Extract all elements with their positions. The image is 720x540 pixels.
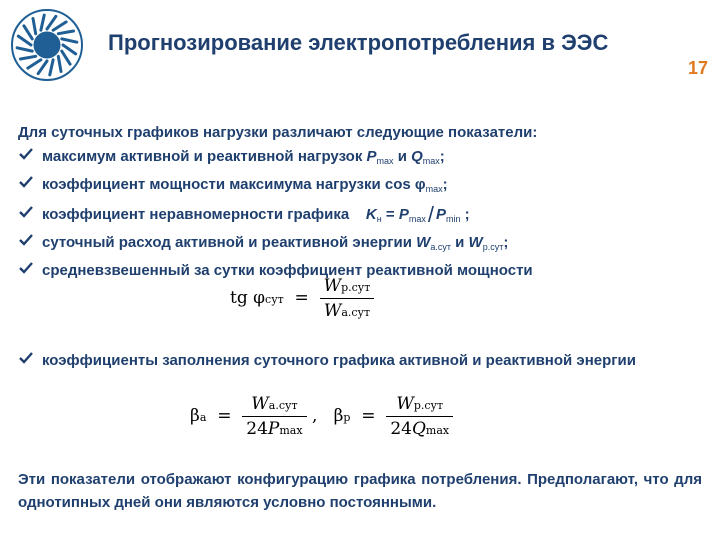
logo-ray <box>33 18 36 33</box>
item-text: средневзвешенный за сутки коэффициент реактивной мощности <box>42 262 533 279</box>
checkmark-icon <box>18 146 34 162</box>
list-item: коэффициент мощности максимума нагрузки $\cos \varphi_{max}$; <box>18 174 702 200</box>
logo-ray <box>50 60 53 75</box>
logo-ray <box>18 36 31 45</box>
checkmark-icon <box>18 260 34 276</box>
item-text: коэффициент мощности максимума нагрузки cos φ <box>42 176 426 193</box>
list-item: коэффициент неравномерности графика $K_н = P_{max}/$ $P_{min}$ ; <box>18 204 702 230</box>
logo-ray <box>28 60 41 68</box>
conclusion-text: Эти показатели отображают конфигурацию графика потребления. Предполагают, что для однотипных дней они являются условно постоянными. <box>18 471 702 511</box>
list-item <box>18 350 702 372</box>
item-text: коэффициенты заполнения суточного графика активной и реактивной энергии <box>42 352 636 369</box>
page-title: Прогнозирование электропотребления в ЭЭС <box>108 30 609 55</box>
item-text: суточный расход активной и реактивной энергии <box>42 234 417 251</box>
logo-ray <box>58 31 73 34</box>
logo-ray <box>38 61 47 74</box>
logo-ray <box>24 26 32 39</box>
formula-tg-phi: tg φсут = $\frac{\text{Wр.сут}}{\text{Wа.сут}}$ <box>230 276 374 321</box>
logo-ray <box>17 48 32 51</box>
checkmark-icon <box>18 232 34 248</box>
logo-ray <box>62 39 77 42</box>
checkmark-icon <box>18 350 34 366</box>
item-text: максимум активной и реактивной нагрузок <box>42 148 367 165</box>
logo-ray <box>47 16 56 29</box>
item-text: коэффициент неравномерности графика <box>42 206 350 223</box>
logo-ray <box>62 51 70 64</box>
checkmark-icon <box>18 174 34 190</box>
list-item: суточный расход активной и реактивной энергии $W_{а.сут}$ и $W_{р.сут}$; <box>18 232 702 258</box>
logo-ray <box>63 45 76 54</box>
intro-text: Для суточных графиков нагрузки различают следующие показатели: <box>18 124 538 141</box>
formula-beta: βа = $\frac{\text{Wа.сут}}{24Pmax}$ , βр = $\frac{\text{Wр.сут}}{24Qmax}$ <box>190 394 453 439</box>
checkmark-icon <box>18 204 34 220</box>
logo-ray <box>41 15 44 30</box>
list-item: максимум активной и реактивной нагрузок $P_{max}$ и $Q_{max}$; <box>18 146 702 172</box>
logo-ray <box>20 56 35 59</box>
logo-ray <box>58 56 61 71</box>
page-number: 17 <box>687 58 708 78</box>
logo-ray <box>53 22 66 30</box>
sun-logo-icon <box>6 4 88 86</box>
